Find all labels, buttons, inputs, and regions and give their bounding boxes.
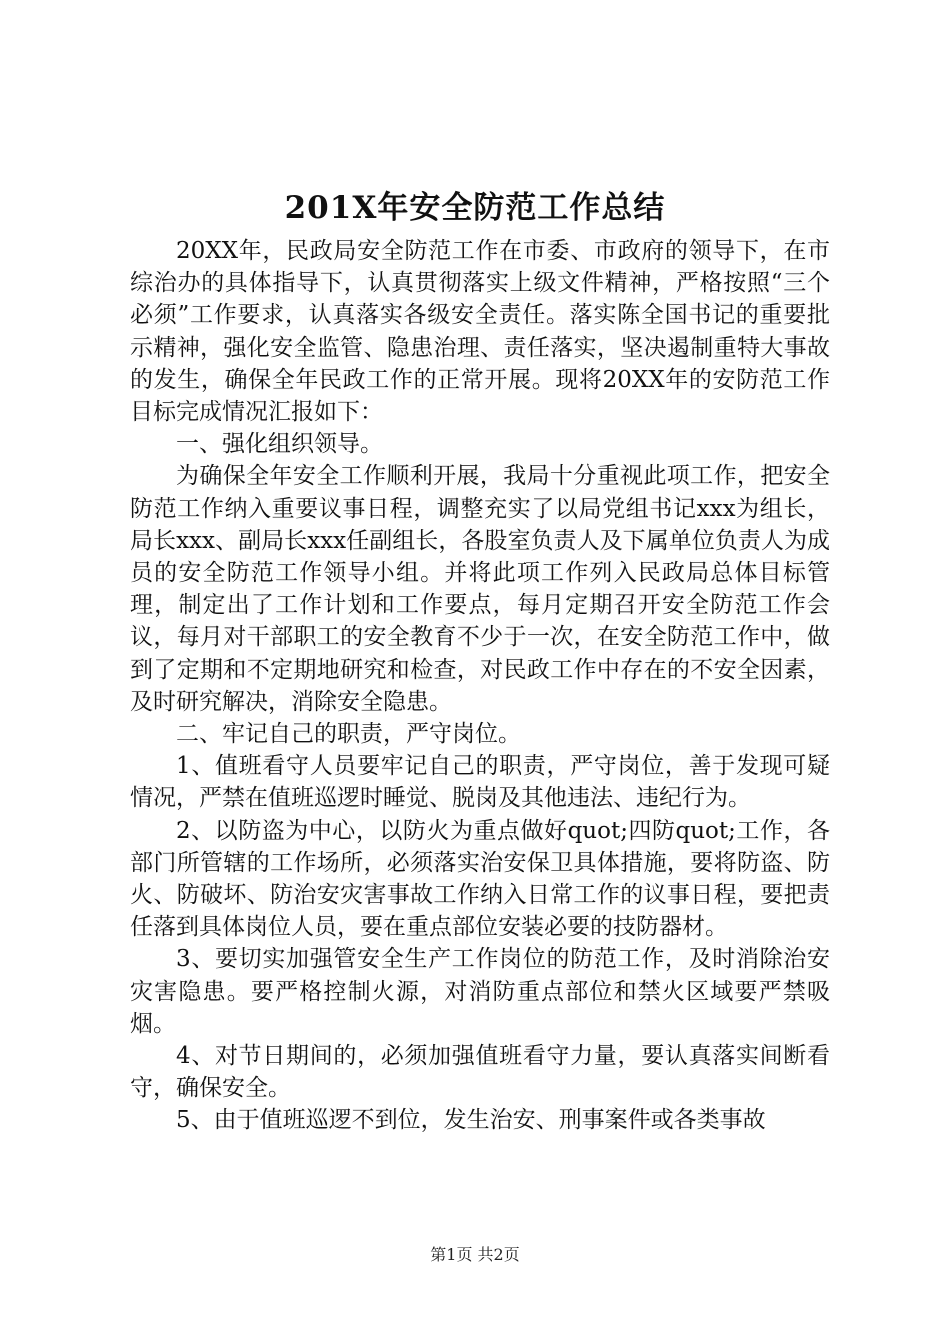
section-heading-1: 一、强化组织领导。 (176, 431, 383, 458)
paragraph-section-1: 为确保全年安全工作顺利开展，我局十分重视此项工作，把安全防范工作纳入重要议事日程，调整充实了以局党组书记xxx为组长，局长xxx、副局长xxx任副组长，各股室负责人及下属单位负责人为成员的安全防范工作领导小组。并将此项工作列入民政局总体目标管理，制定出了工作计划和工作要点，每月定期召开安全防范工作会议，每月对干部职工的安全教育不少于一次，在安全防范工作中，做到了定期和不定期地研究和检查，对民政工作中存在的不安全因素，及时研究解决，消除安全隐患。 (130, 463, 830, 715)
section-heading-2: 二、牢记自己的职责，严守岗位。 (176, 721, 521, 748)
list-item-5: 5、由于值班巡逻不到位，发生治安、刑事案件或各类事故 (176, 1107, 766, 1134)
list-item-2: 2、以防盗为中心，以防火为重点做好quot;四防quot;工作，各部门所管辖的工作场所，必须落实治安保卫具体措施，要将防盗、防火、防破坏、防治安灾害事故工作纳入日常工作的议事日程，要把责任落到具体岗位人员，要在重点部位安装必要的技防器材。 (130, 817, 830, 941)
document-title: 201X年安全防范工作总结 (284, 190, 666, 226)
list-item-1: 1、值班看守人员要牢记自己的职责，严守岗位，善于发现可疑情况，严禁在值班巡逻时睡觉、脱岗及其他违法、违纪行为。 (130, 753, 830, 812)
document-body (130, 235, 830, 1137)
page-footer: 第1页 共2页 (430, 1245, 520, 1264)
paragraph-intro: 20XX年，民政局安全防范工作在市委、市政府的领导下，在市综治办的具体指导下，认真贯彻落实上级文件精神，严格按照“三个必须”工作要求，认真落实各级安全责任。落实陈全国书记的重要批示精神，强化安全监管、隐患治理、责任落实，坚决遏制重特大事故的发生，确保全年民政工作的正常开展。现将20XX年的安防范工作目标完成情况汇报如下： (130, 238, 830, 426)
list-item-3: 3、要切实加强管安全生产工作岗位的防范工作，及时消除治安灾害隐患。要严格控制火源，对消防重点部位和禁火区域要严禁吸烟。 (130, 946, 830, 1037)
list-item-4: 4、对节日期间的，必须加强值班看守力量，要认真落实间断看守，确保安全。 (130, 1043, 830, 1102)
